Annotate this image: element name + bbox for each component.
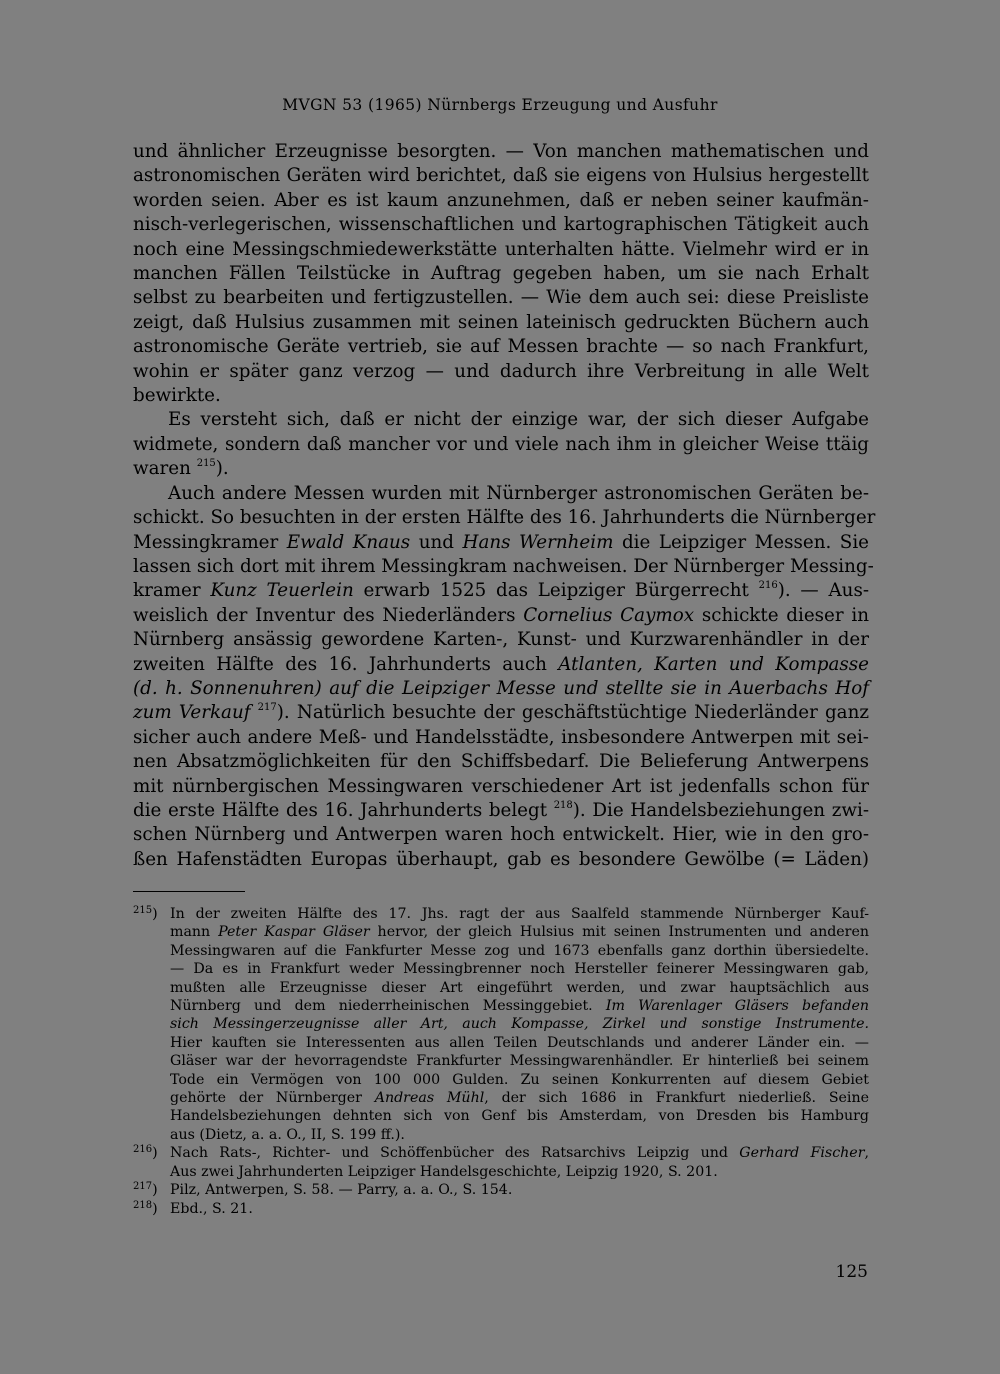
footnote-ref-216[interactable]: 216 <box>758 580 778 592</box>
text-line: worden seien. Aber es ist kaum anzunehmen, daß er neben seiner kaufmän- <box>133 189 869 211</box>
paragraph-3 <box>133 482 876 873</box>
paragraph-2 <box>133 408 869 481</box>
paragraph-1 <box>133 140 869 408</box>
footnote-line: Messingwaren auf die Fankfurter Messe zog und 1673 ebenfalls ganz dorthin übersiedelte. <box>170 942 869 959</box>
text-line: mit nürnbergischen Messingwaren verschiedener Art ist jedenfalls schon für <box>133 775 869 797</box>
text-line: Auch andere Messen wurden mit Nürnberger astronomischen Geräten be- <box>168 482 869 504</box>
text-line: bewirkte. <box>133 385 221 407</box>
footnote-separator <box>133 891 245 892</box>
main-text <box>133 140 876 872</box>
text-line: noch eine Messingschmiedewerkstätte unterhalten hätte. Vielmehr wird er in <box>133 238 869 260</box>
footnote-ref-217[interactable]: 217 <box>257 702 277 714</box>
footnote-line: Gläser war der hevorragendste Frankfurter Messingwarenhändler. Er hinterließ bei seinem <box>170 1053 869 1070</box>
footnote-number: $^{216}$) <box>133 1144 158 1162</box>
footnote-ref-218[interactable]: 218 <box>553 799 573 811</box>
footnote-number: $^{215}$) <box>133 905 158 922</box>
text-line: Messingkramer Ewald Knaus und Hans Wernheim die Leipziger Messen. Sie <box>133 531 869 553</box>
text-line: zum Verkauf $^{217}$). Natürlich besuchte der geschäftstüchtige Niederländer ganz <box>133 702 869 724</box>
text-line: Es versteht sich, daß er nicht der einzige war, der sich dieser Aufgabe <box>168 409 869 431</box>
text-line: widmete, sondern daß mancher vor und viele nach ihm in gleicher Weise ttäig <box>133 433 869 455</box>
text-line: nen Absatzmöglichkeiten für den Schiffsbedarf. Die Belieferung Antwerpens <box>133 751 869 773</box>
footnote-number: $^{218}$) <box>133 1199 158 1217</box>
text-line: astronomische Geräte vertrieb, sie auf Messen brachte — so nach Frankfurt, <box>133 336 869 358</box>
footnote-ref-215[interactable]: 215 <box>196 458 216 470</box>
text-line: astronomischen Geräten wird berichtet, daß sie eigens von Hulsius hergestellt <box>133 165 869 187</box>
footnote-line: mann Peter Kaspar Gläser hervor, der gleich Hulsius mit seinen Instrumenten und anderen <box>170 924 869 941</box>
text-line: zeigt, daß Hulsius zusammen mit seinen lateinisch gedruckten Büchern auch <box>133 311 869 333</box>
page-number: 125 <box>835 1262 868 1282</box>
footnote-line: Nürnberg und dem niederrheinischen Messinggebiet. Im Warenlager Gläsers befanden <box>170 998 869 1015</box>
text-line: nisch-verlegerischen, wissenschaftlichen und kartographischen Tätigkeit auch <box>133 214 869 236</box>
text-line: lassen sich dort mit ihrem Messingkram nachweisen. Der Nürnberger Messing- <box>133 555 874 577</box>
text-line: schickt. So besuchten in der ersten Hälfte des 16. Jahrhunderts die Nürnberger <box>133 507 876 529</box>
footnote-218 <box>133 1200 869 1218</box>
text-line: manchen Fällen Teilstücke in Auftrag gegeben haben, um sie nach Erhalt <box>133 263 869 285</box>
text-line: kramer Kunz Teuerlein erwarb 1525 das Leipziger Bürgerrecht $^{216}$). — Aus- <box>133 580 869 602</box>
text-line: weislich der Inventur des Niederländers Cornelius Caymox schickte dieser in <box>133 604 870 626</box>
footnotes <box>133 905 869 1218</box>
footnote-line: gehörte der Nürnberger Andreas Mühl, der sich 1686 in Frankfurt niederließ. Seine <box>170 1090 870 1107</box>
footnote-215 <box>133 905 869 1144</box>
text-line: ßen Hafenstädten Europas überhaupt, gab es besondere Gewölbe (= Läden) <box>133 848 869 870</box>
footnote-line: Handelsbeziehungen dehnten sich von Genf bis Amsterdam, von Dresden bis Hamburg <box>170 1108 869 1125</box>
text-line: schen Nürnberg und Antwerpen waren hoch entwickelt. Hier, wie in den gro- <box>133 824 869 846</box>
text-line: zweiten Hälfte des 16. Jahrhunderts auch Atlanten, Karten und Kompasse <box>133 653 869 675</box>
text-line: wohin er später ganz verzog — und dadurch ihre Verbreitung in alle Welt <box>133 360 869 382</box>
footnote-216 <box>133 1144 869 1181</box>
text-line: (d. h. Sonnenuhren) auf die Leipziger Messe und stellte sie in Auerbachs Hof <box>133 677 869 699</box>
text-line: die erste Hälfte des 16. Jahrhunderts belegt $^{218}$). Die Handelsbeziehungen zwi- <box>133 799 869 821</box>
footnote-line: sich Messingerzeugnisse aller Art, auch Kompasse, Zirkel und sonstige Instrumente. <box>170 1016 869 1033</box>
text-line: Nürnberg ansässig gewordene Karten-, Kunst- und Kurzwarenhändler in der <box>133 629 869 651</box>
footnote-line: Aus zwei Jahrhunderten Leipziger Handelsgeschichte, Leipzig 1920, S. 201. <box>170 1163 718 1180</box>
footnote-line: mußten alle Erzeugnisse dieser Art eingeführt werden, und zwar hauptsächlich aus <box>170 979 869 996</box>
footnote-line: aus (Dietz, a. a. O., II, S. 199 ff.). <box>170 1126 405 1143</box>
footnote-line: Nach Rats-, Richter- und Schöffenbücher des Ratsarchivs Leipzig und Gerhard Fischer, <box>170 1145 869 1162</box>
running-header: MVGN 53 (1965) Nürnbergs Erzeugung und Ausfuhr <box>282 96 718 114</box>
footnote-217 <box>133 1181 869 1199</box>
footnote-line: Pilz, Antwerpen, S. 58. — Parry, a. a. O., S. 154. <box>170 1182 513 1199</box>
footnote-line: Hier kauften sie Interessenten aus allen Teilen Deutschlands und anderer Länder ein. — <box>170 1034 869 1051</box>
footnote-line: Ebd., S. 21. <box>170 1200 253 1217</box>
footnote-line: — Da es in Frankfurt weder Messingbrenner noch Hersteller feinerer Messingwaren gab, <box>170 961 869 978</box>
footnote-line: In der zweiten Hälfte des 17. Jhs. ragt der aus Saalfeld stammende Nürnberger Kauf- <box>170 906 869 922</box>
footnote-number: $^{217}$) <box>133 1181 158 1199</box>
footnote-line: Tode ein Vermögen von 100 000 Gulden. Zu seinen Konkurrenten auf diesem Gebiet <box>170 1071 869 1088</box>
text-line: selbst zu bearbeiten und fertigzustellen. — Wie dem auch sei: diese Preisliste <box>133 287 869 309</box>
text-line: und ähnlicher Erzeugnisse besorgten. — Von manchen mathematischen und <box>133 141 869 162</box>
text-line: sicher auch andere Meß- und Handelsstädte, insbesondere Antwerpen mit sei- <box>133 726 869 748</box>
text-line: waren $^{215}$). <box>133 458 229 480</box>
